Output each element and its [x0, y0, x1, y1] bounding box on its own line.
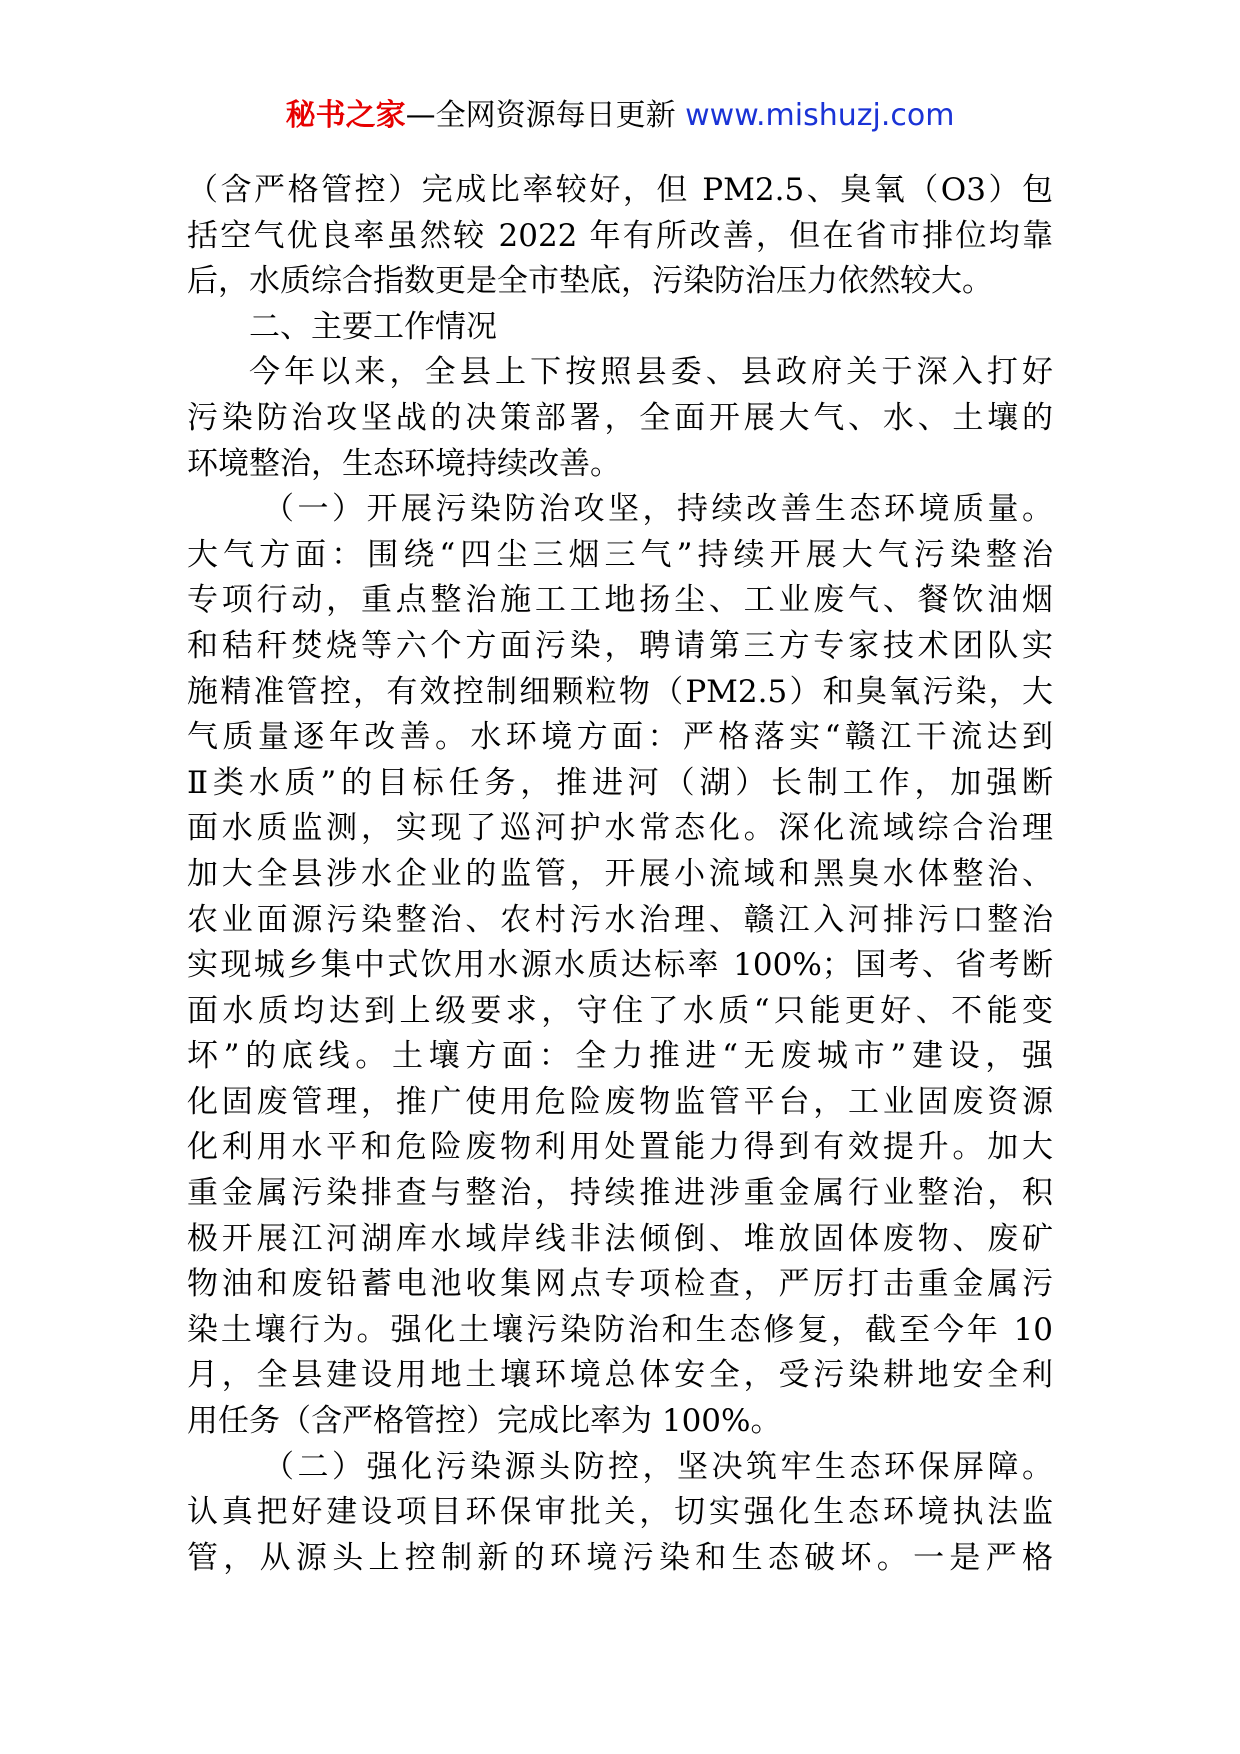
text-line: 污染防治攻坚战的决策部署，全面开展大气、水、土壤的	[187, 399, 1053, 436]
text-line: 物油和废铅蓄电池收集网点专项检查，严厉打击重金属污	[187, 1266, 1053, 1303]
text-line: 和秸秆焚烧等六个方面污染，聘请第三方专家技术团队实	[187, 627, 1053, 664]
text-line: 今年以来，全县上下按照县委、县政府关于深入打好	[249, 354, 1053, 391]
text-line: 后，水质综合指数更是全市垫底，污染防治压力依然较大。	[187, 263, 993, 300]
site-header	[0, 96, 1240, 136]
text-line: 实现城乡集中式饮用水源水质达标率 100%；国考、省考断	[187, 947, 1053, 984]
text-line: 环境整治，生态环境持续改善。	[187, 445, 621, 482]
site-url-link[interactable]: www.mishuzj.com	[685, 98, 955, 133]
document-body	[187, 168, 1053, 1581]
text-line: 认真把好建设项目环保审批关，切实强化生态环境执法监	[187, 1494, 1053, 1531]
text-line: 月，全县建设用地土壤环境总体安全，受污染耕地安全利	[187, 1357, 1053, 1394]
text-line: 极开展江河湖库水域岸线非法倾倒、堆放固体废物、废矿	[187, 1220, 1053, 1257]
text-line: 二、主要工作情况	[249, 308, 497, 345]
text-line: 农业面源污染整治、农村污水治理、赣江入河排污口整治	[187, 901, 1053, 938]
text-line: 重金属污染排查与整治，持续推进涉重金属行业整治，积	[187, 1175, 1053, 1212]
text-line: 专项行动，重点整治施工工地扬尘、工业废气、餐饮油烟	[187, 582, 1053, 619]
text-line: 气质量逐年改善。水环境方面：严格落实“赣江干流达到	[187, 719, 1053, 756]
text-line: 加大全县涉水企业的监管，开展小流域和黑臭水体整治、	[187, 855, 1053, 892]
text-line: 用任务（含严格管控）完成比率为 100%。	[187, 1403, 782, 1440]
text-line: 管，从源头上控制新的环境污染和生态破坏。一是严格	[187, 1539, 1053, 1576]
text-line: 化利用水平和危险废物利用处置能力得到有效提升。加大	[187, 1129, 1053, 1166]
text-line: 面水质均达到上级要求，守住了水质“只能更好、不能变	[187, 992, 1053, 1029]
text-line: 化固废管理，推广使用危险废物监管平台，工业固废资源	[187, 1083, 1053, 1120]
text-line: 面水质监测，实现了巡河护水常态化。深化流域综合治理	[187, 810, 1053, 847]
text-line: （含严格管控）完成比率较好，但 PM2.5、臭氧（O3）包	[187, 172, 1053, 208]
text-line: 大气方面：围绕“四尘三烟三气”持续开展大气污染整治	[187, 536, 1053, 573]
text-line: Ⅱ类水质”的目标任务，推进河（湖）长制工作，加强断	[187, 764, 1053, 801]
site-brand: 秘书之家	[285, 98, 406, 133]
text-line: 坏”的底线。土壤方面：全力推进“无废城市”建设，强	[187, 1038, 1053, 1075]
text-line: 施精准管控，有效控制细颗粒物（PM2.5）和臭氧污染，大	[187, 673, 1053, 710]
site-tagline: —全网资源每日更新	[405, 98, 676, 133]
text-line: （一）开展污染防治攻坚，持续改善生态环境质量。	[263, 491, 1053, 528]
text-line: 染土壤行为。强化土壤污染防治和生态修复，截至今年 10	[187, 1311, 1053, 1348]
text-line: （二）强化污染源头防控，坚决筑牢生态环保屏障。	[263, 1448, 1053, 1485]
text-line: 括空气优良率虽然较 2022 年有所改善，但在省市排位均靠	[187, 217, 1053, 254]
